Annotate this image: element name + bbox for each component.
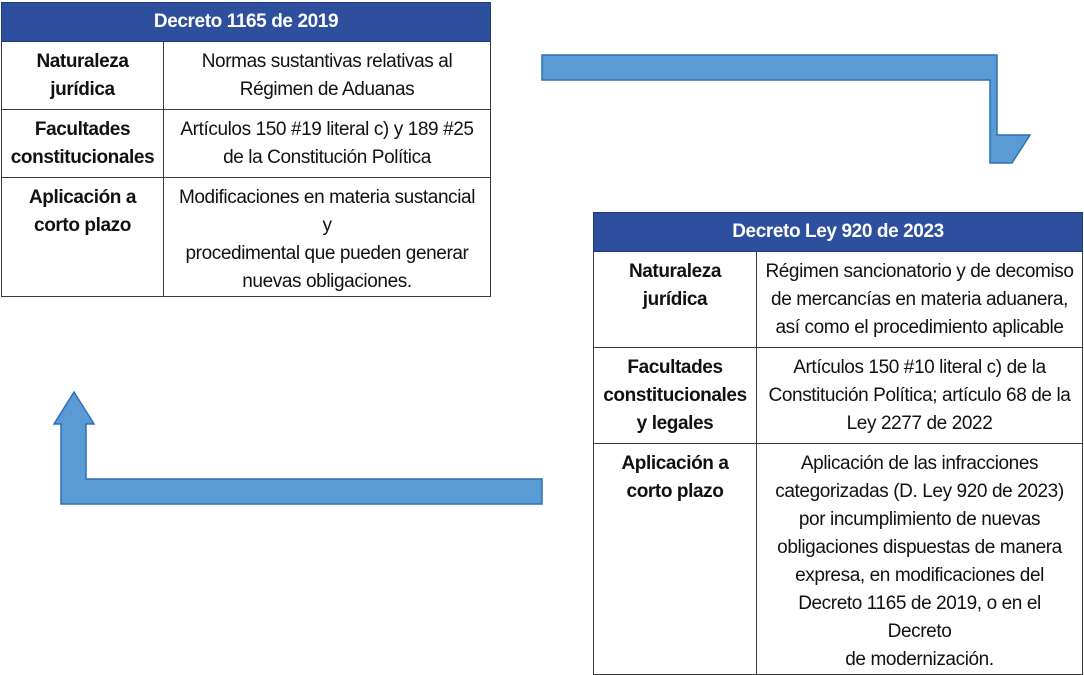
table-title: Decreto 1165 de 2019 [2,3,491,42]
row-value-facultades: Artículos 150 #19 literal c) y 189 #25 de la Constitución Política [164,110,491,178]
row-label-aplicacion: Aplicación a corto plazo [594,444,757,675]
table-row [594,348,1083,444]
decreto-ley-920-table [593,212,1083,675]
arrow-to-decreto-ley-shape [542,55,1030,163]
row-value-naturaleza: Régimen sancionatorio y de decomiso de mercancías en materia aduanera, así como el procedimiento aplicable [757,252,1083,348]
table-row [2,178,491,297]
table-row [2,42,491,110]
row-value-naturaleza: Normas sustantivas relativas al Régimen de Aduanas [164,42,491,110]
arrow-to-decreto-1165-shape [54,392,542,504]
row-label-facultades: Facultades constitucionales [2,110,164,178]
row-label-aplicacion: Aplicación a corto plazo [2,178,164,297]
row-value-facultades: Artículos 150 #10 literal c) de la Constitución Política; artículo 68 de la Ley 2277 de 2022 [757,348,1083,444]
table-row [594,252,1083,348]
row-label-naturaleza: Naturaleza jurídica [2,42,164,110]
row-label-naturaleza: Naturaleza jurídica [594,252,757,348]
table-row [594,444,1083,675]
table-title: Decreto Ley 920 de 2023 [594,213,1083,252]
row-label-facultades: Facultades constitucionales y legales [594,348,757,444]
table-row [2,110,491,178]
row-value-aplicacion: Aplicación de las infracciones categorizadas (D. Ley 920 de 2023) por incumplimiento de nuevas obligaciones dispuestas de manera expresa, en modificaciones del Decreto 1165 de 2019, o en el Decreto de modernización. [757,444,1083,675]
decreto-1165-table [1,2,491,297]
row-value-aplicacion: Modificaciones en materia sustancial y procedimental que pueden generar nuevas obligaciones. [164,178,491,297]
